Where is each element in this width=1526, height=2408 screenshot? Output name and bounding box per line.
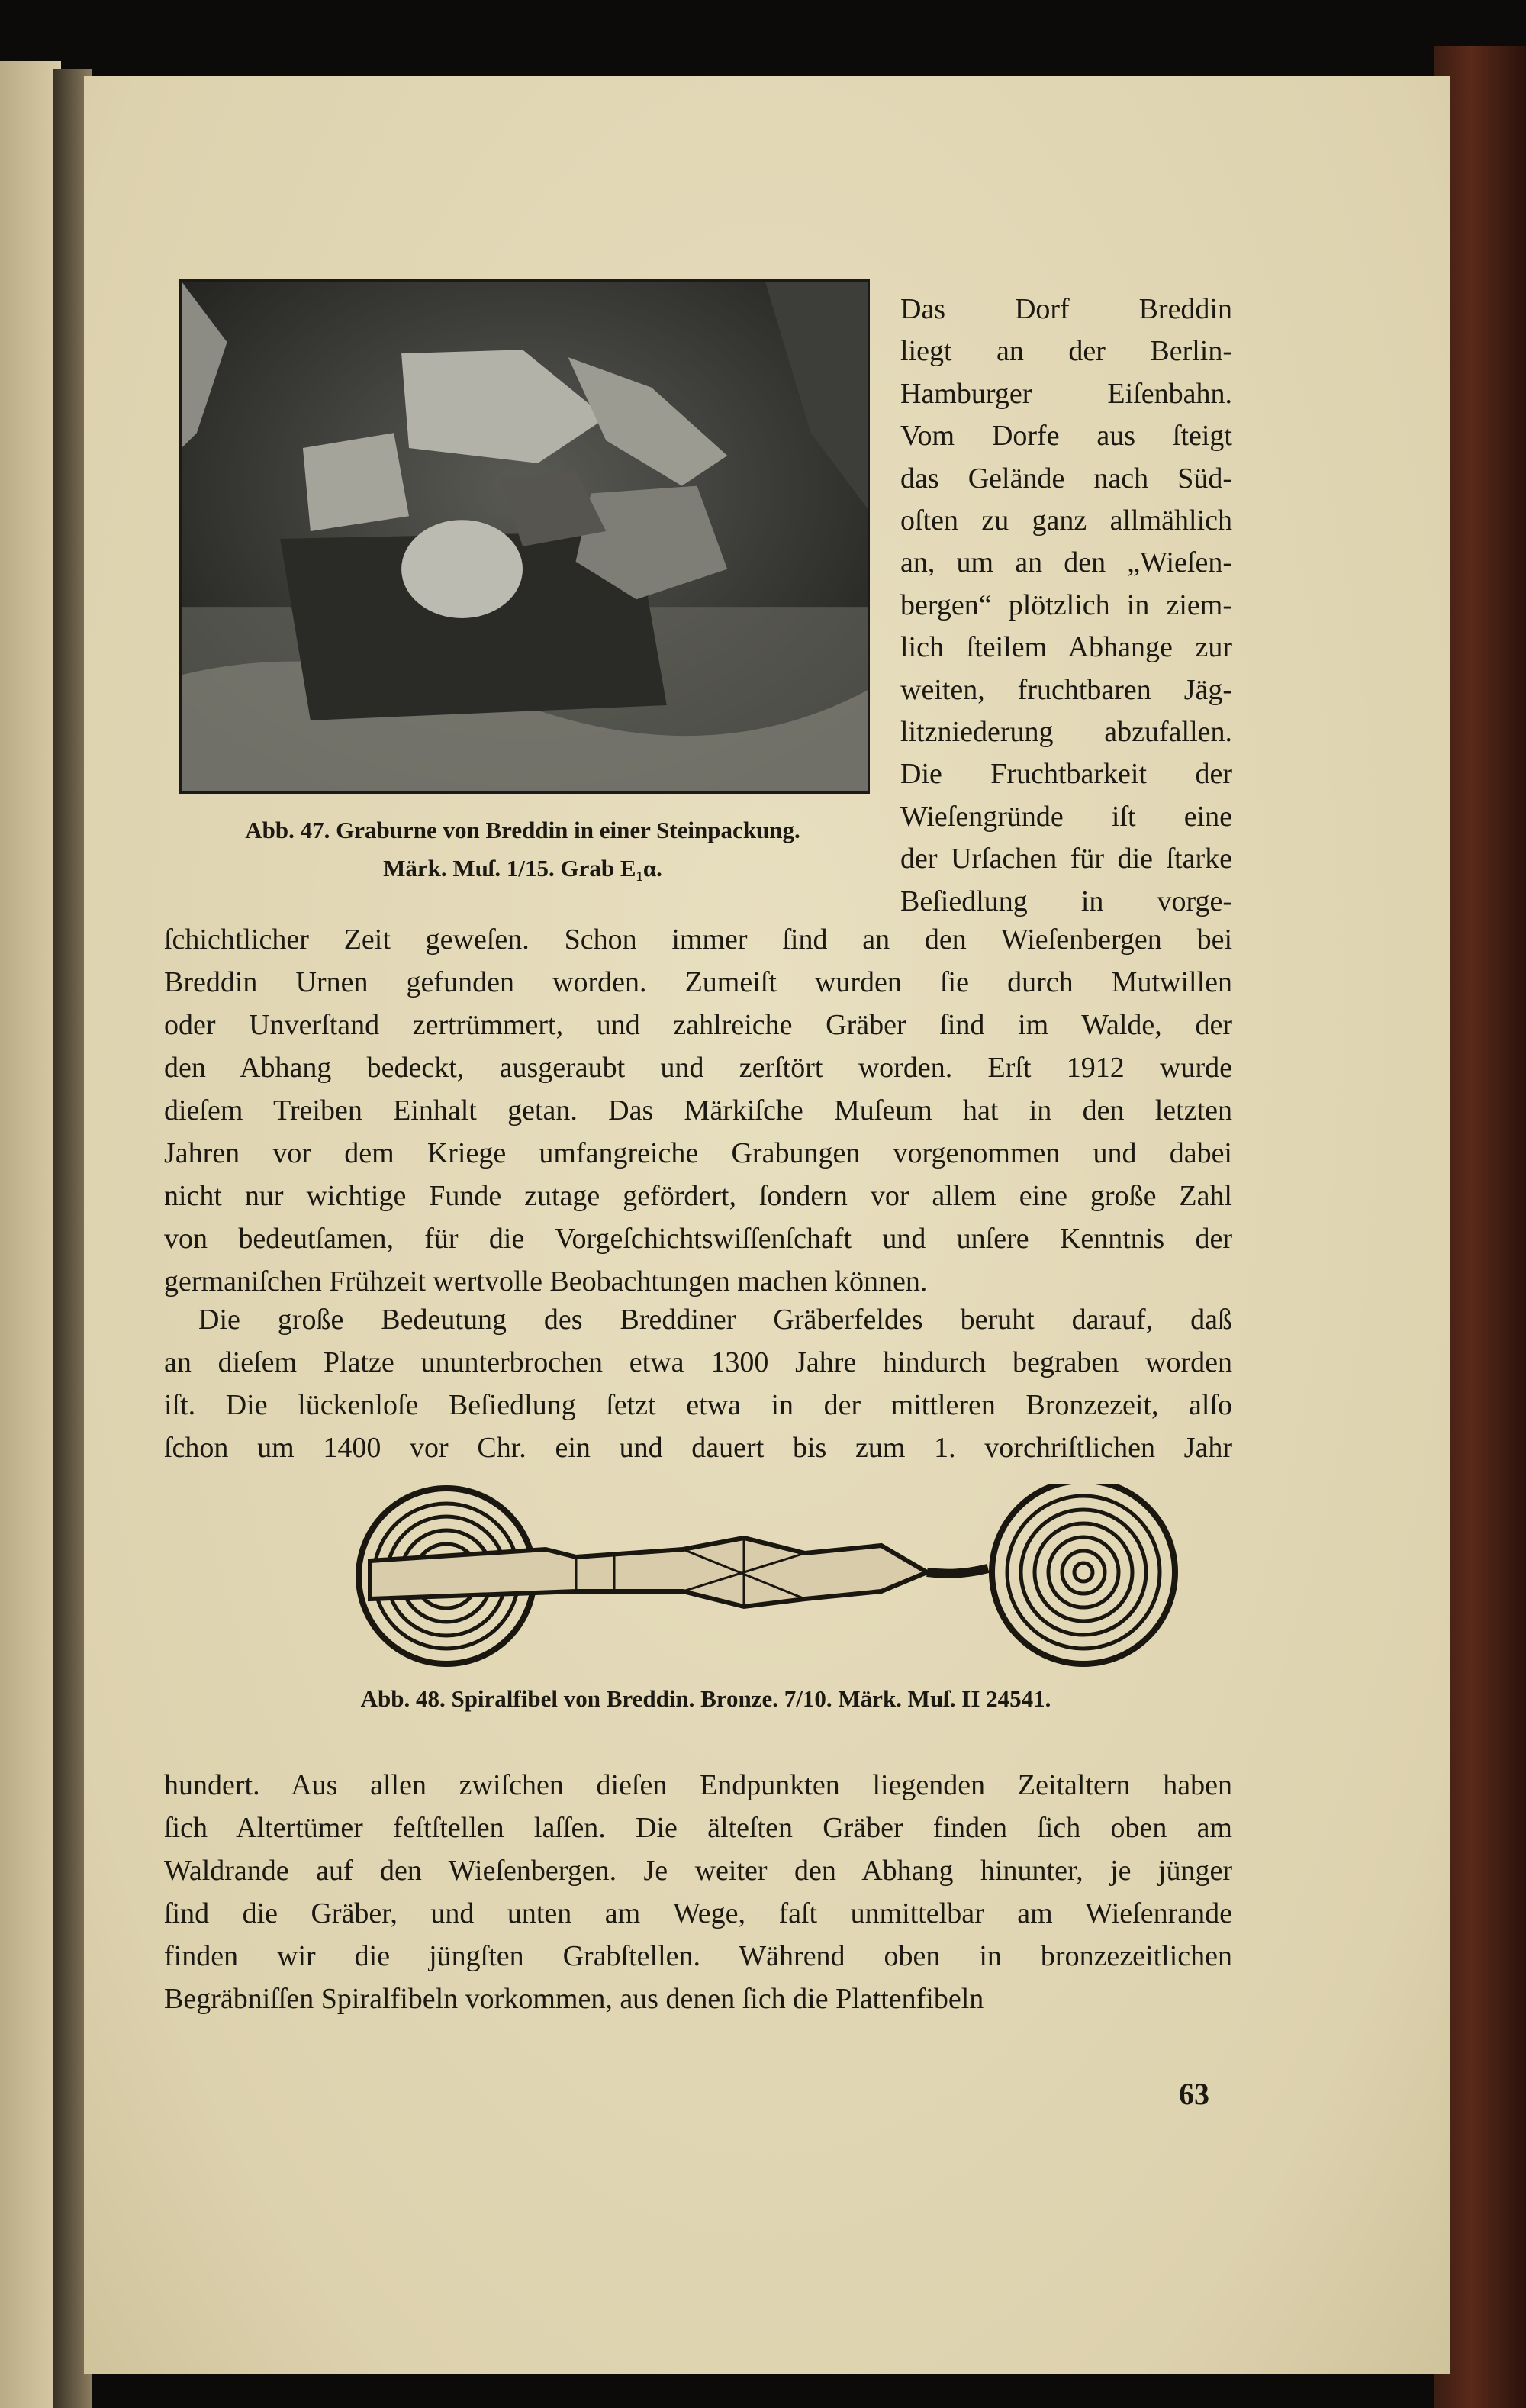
text-line: Die Fruchtbarkeit der bbox=[900, 758, 1232, 791]
text-line: Wieſengründe iſt eine bbox=[900, 800, 1232, 833]
text-line: finden wir die jüngſten Grabſtellen. Während oben in bronzezeitlichen bbox=[164, 1940, 1232, 1972]
text-line: von bedeutſamen, für die Vorgeſchichtswiſſenſchaft und unſere Kenntnis der bbox=[164, 1223, 1232, 1255]
text-line: iſt. Die lückenloſe Beſiedlung ſetzt etwa in der mittleren Bronzezeit, alſo bbox=[164, 1389, 1232, 1421]
text-line: ſich Altertümer feſtſtellen laſſen. Die älteſten Gräber finden ſich oben am bbox=[164, 1812, 1232, 1844]
text-line: Vom Dorfe aus ſteigt bbox=[900, 420, 1232, 453]
text-line: liegt an der Berlin- bbox=[900, 335, 1232, 368]
figure-48-spiral-fibula-drawing bbox=[347, 1484, 1186, 1675]
figure-47-caption-line-1: Abb. 47. Graburne von Breddin in einer Steinpackung. bbox=[245, 817, 800, 843]
text-line: Hamburger Eiſenbahn. bbox=[900, 377, 1232, 410]
text-line: Breddin Urnen gefunden worden. Zumeiſt wurden ſie durch Mutwillen bbox=[164, 966, 1232, 998]
text-line: der Urſachen für die ſtarke bbox=[900, 843, 1232, 875]
text-line: an dieſem Platze ununterbrochen etwa 1300 Jahre hindurch begraben worden bbox=[164, 1346, 1232, 1378]
figure-47-photo-urn-in-stones bbox=[179, 279, 870, 794]
figure-48-caption: Abb. 48. Spiralfibel von Breddin. Bronze. 7/10. Märk. Muſ. II 24541. bbox=[360, 1685, 1051, 1712]
page-number: 63 bbox=[1179, 2077, 1209, 2111]
text-line: ſchon um 1400 vor Chr. ein und dauert bis zum 1. vorchriſtlichen Jahr bbox=[164, 1432, 1232, 1464]
text-line: bergen“ plötzlich in ziem- bbox=[900, 588, 1232, 621]
text-line: das Gelände nach Süd- bbox=[900, 462, 1232, 495]
text-line: litzniederung abzufallen. bbox=[900, 716, 1232, 748]
figure-47-caption-line-2: Märk. Muſ. 1/15. Grab E₁α. bbox=[383, 855, 662, 882]
text-line: Beſiedlung in vorge- bbox=[900, 885, 1232, 917]
left-page-edge bbox=[0, 61, 61, 2408]
text-line: ſchichtlicher Zeit geweſen. Schon immer ſind an den Wieſenbergen bei bbox=[164, 924, 1232, 956]
text-line: Begräbniſſen Spiralfibeln vorkommen, aus denen ſich die Plattenfibeln bbox=[164, 1983, 984, 2015]
text-line: nicht nur wichtige Funde zutage gefördert, ſondern vor allem eine große Zahl bbox=[164, 1180, 1232, 1212]
text-line: ſind die Gräber, und unten am Wege, faſt unmittelbar am Wieſenrande bbox=[164, 1897, 1232, 1929]
text-line: dieſem Treiben Einhalt getan. Das Märkiſche Muſeum hat in den letzten bbox=[164, 1094, 1232, 1127]
text-line: den Abhang bedeckt, ausgeraubt und zerſtört worden. Erſt 1912 wurde bbox=[164, 1052, 1232, 1084]
text-line: oſten zu ganz allmählich bbox=[900, 504, 1232, 537]
text-line: Das Dorf Breddin bbox=[900, 293, 1232, 325]
text-line: hundert. Aus allen zwiſchen dieſen Endpunkten liegenden Zeitaltern haben bbox=[164, 1769, 1232, 1801]
text-line: weiten, fruchtbaren Jäg- bbox=[900, 673, 1232, 706]
text-line: germaniſchen Frühzeit wertvolle Beobachtungen machen können. bbox=[164, 1265, 928, 1297]
text-line: Waldrande auf den Wieſenbergen. Je weiter den Abhang hinunter, je jünger bbox=[164, 1855, 1232, 1887]
text-line: Jahren vor dem Kriege umfangreiche Grabungen vorgenommen und dabei bbox=[164, 1137, 1232, 1169]
text-line: Die große Bedeutung des Breddiner Gräberfeldes beruht darauf, daß bbox=[198, 1304, 1232, 1336]
text-line: oder Unverſtand zertrümmert, und zahlreiche Gräber ſind im Walde, der bbox=[164, 1009, 1232, 1041]
text-line: an, um an den „Wieſen- bbox=[900, 546, 1232, 579]
text-line: lich ſteilem Abhange zur bbox=[900, 631, 1232, 664]
